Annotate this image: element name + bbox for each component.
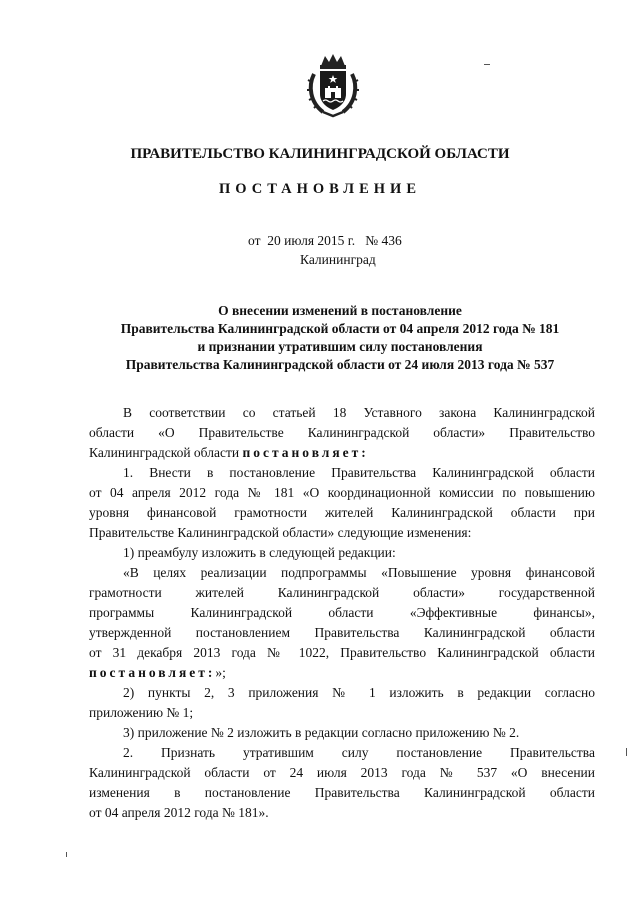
subject-line: Правительства Калининградской области от 04 апреля 2012 года № 181 xyxy=(120,321,560,336)
document-date: 20 июля 2015 г. xyxy=(267,233,356,248)
coat-of-arms-icon xyxy=(305,52,361,118)
item-1-line: от 04 апреля 2012 года № 181 «О координационной комиссии по повышению xyxy=(89,485,595,500)
resolves-word: постановляет: xyxy=(242,445,369,460)
item-1-line: уровня финансовой грамотности жителей Калининградской области при xyxy=(89,505,595,520)
quote-line: грамотности жителей Калининградской области» государственной xyxy=(89,585,595,600)
document-type: ПОСТАНОВЛЕНИЕ xyxy=(218,181,421,197)
document-body xyxy=(89,403,595,823)
item-1-3: 3) приложение № 2 изложить в редакции согласно приложению № 2. xyxy=(123,725,520,740)
subject-line: О внесении изменений в постановление xyxy=(218,303,462,318)
item-2-line: изменения в постановление Правительства Калининградской области xyxy=(89,785,595,800)
quote-line: утвержденной постановлением Правительства Калининградской области xyxy=(89,625,595,640)
subject-line: Правительства Калининградской области от 24 июля 2013 года № 537 xyxy=(125,357,555,372)
scan-speck xyxy=(626,748,627,756)
date-prefix: от xyxy=(248,233,261,248)
date-line xyxy=(248,233,402,249)
item-1-1: 1) преамбулу изложить в следующей редакции: xyxy=(123,545,396,560)
item-1-line: Правительстве Калининградской области» следующие изменения: xyxy=(89,525,472,540)
item-1-2-line: 2) пункты 2, 3 приложения № 1 изложить в редакции согласно xyxy=(123,685,595,700)
item-2-line: Калининградской области от 24 июля 2013 года № 537 «О внесении xyxy=(89,765,595,780)
body-line xyxy=(89,443,595,463)
document-subject xyxy=(60,302,620,374)
body-line: В соответствии со статьей 18 Уставного закона Калининградской xyxy=(123,405,595,420)
subject-line: и признании утратившим силу постановления xyxy=(197,339,483,354)
quote-line: «В целях реализации подпрограммы «Повышение уровня финансовой xyxy=(123,565,595,580)
resolves-word: постановляет: xyxy=(89,665,216,680)
quote-end-tail: »; xyxy=(215,665,226,680)
quote-line: от 31 декабря 2013 года № 1022, Правительство Калининградской области xyxy=(89,645,595,660)
quote-end-line xyxy=(89,663,595,683)
quote-line: программы Калининградской области «Эффективные финансы», xyxy=(89,605,595,620)
body-line: области «О Правительстве Калининградской области» Правительство xyxy=(89,425,595,440)
government-title: ПРАВИТЕЛЬСТВО КАЛИНИНГРАДСКОЙ ОБЛАСТИ xyxy=(130,146,510,162)
item-2-line: от 04 апреля 2012 года № 181». xyxy=(89,805,269,820)
scan-speck xyxy=(66,852,67,857)
item-1-2-line: приложению № 1; xyxy=(89,705,194,720)
scan-speck xyxy=(484,64,490,65)
item-2-line: 2. Признать утратившим силу постановление Правительства xyxy=(123,745,595,760)
document-city: Калининград xyxy=(300,252,376,267)
item-1-line: 1. Внести в постановление Правительства Калининградской области xyxy=(123,465,595,480)
body-text: Калининградской области xyxy=(89,445,243,460)
document-number: № 436 xyxy=(365,233,402,248)
